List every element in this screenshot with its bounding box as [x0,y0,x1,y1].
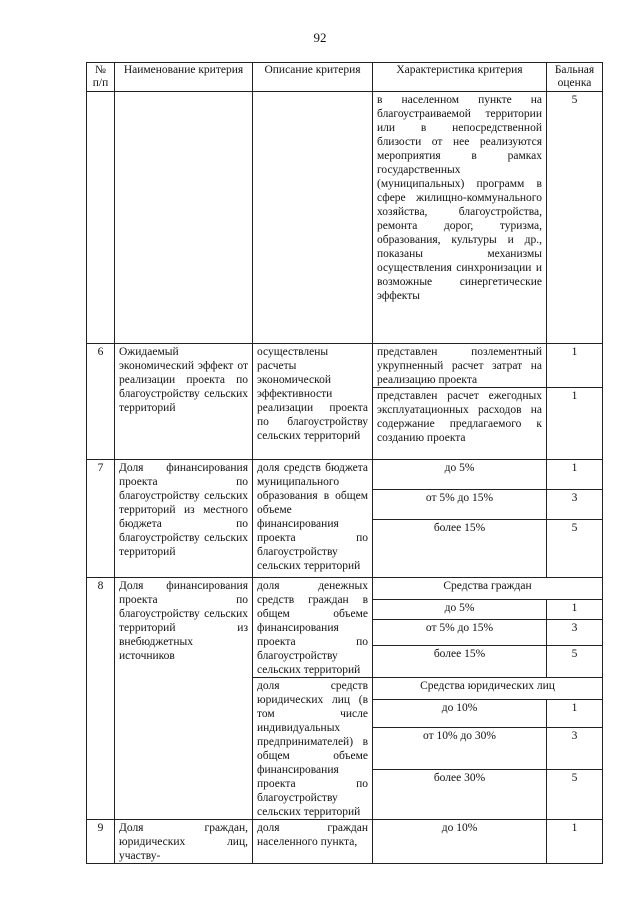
criterion-description: доля средств юридических лиц (в том числе индивидуальных предпринимателей) в общем объеме финансирования проекта по благоустройству сельских территорий [253,678,373,820]
score-cell: 1 [547,700,603,728]
score-cell: 5 [547,520,603,578]
score-cell: 1 [547,460,603,490]
characteristic-cell: представлен расчет ежегодных эксплуатационных расходов на содержание предлагаемого к созданию проекта [373,388,547,460]
page-number: 92 [313,30,327,45]
header-characteristic: Характеристика критерия [373,63,547,92]
score-cell: 1 [547,600,603,620]
score-cell: 5 [547,770,603,820]
criterion-description: доля денежных средств граждан в общем объеме финансирования проекта по благоустройству сельских территорий [253,578,373,678]
cell-empty [253,92,373,344]
score-cell: 1 [547,388,603,460]
characteristic-cell: до 5% [373,600,547,620]
header-score: Бальная оценка [547,63,603,92]
row-number: 9 [87,820,115,864]
row-number: 7 [87,460,115,578]
cell-empty [115,92,253,344]
score-cell: 1 [547,344,603,388]
criterion-name: Ожидаемый экономический эффект от реализации проекта по благоустройству сельских территорий [115,344,253,460]
table-row-8 [87,578,603,600]
header-name: Наименование критерия [115,63,253,92]
criterion-name: Доля финансирования проекта по благоустройству сельских территорий из местного бюджета по благоустройству сельских территорий [115,460,253,578]
score-cell: 5 [547,646,603,678]
score-cell: 5 [547,92,603,344]
header-num: № п/п [87,63,115,92]
table-row-6 [87,344,603,388]
score-cell: 3 [547,490,603,520]
score-cell: 1 [547,820,603,864]
characteristic-cell: от 10% до 30% [373,728,547,770]
table-row-9 [87,820,603,864]
criterion-description: осуществлены расчеты экономической эффективности реализации проекта по благоустройству сельских территорий [253,344,373,460]
row-number: 8 [87,578,115,820]
table-header-row [87,63,603,92]
characteristic-cell: более 15% [373,520,547,578]
characteristic-cell: до 10% [373,700,547,728]
table-row-continuation [87,92,603,344]
table-row-7 [87,460,603,490]
characteristic-cell: до 5% [373,460,547,490]
cell-empty [87,92,115,344]
characteristic-cell: более 15% [373,646,547,678]
criterion-name: Доля финансирования проекта по благоустройству сельских территорий из внебюджетных источников [115,578,253,820]
characteristic-cell: в населенном пункте на благоустраиваемой территории или в непосредственной близости от нее реализуются мероприятия в рамках государственных (муниципальных) программ в сфере жилищно-коммунального хозяйства, благоустройства, ремонта дорог, туризма, образования, культуры и др., показаны механизмы осуществления синхронизации и возможные синергетические эффекты [373,92,547,344]
characteristic-cell: от 5% до 15% [373,620,547,646]
score-cell: 3 [547,620,603,646]
criterion-description: доля средств бюджета муниципального образования в общем объеме финансирования проекта по благоустройству сельских территорий [253,460,373,578]
characteristic-cell: более 30% [373,770,547,820]
row-number: 6 [87,344,115,460]
characteristic-cell: до 10% [373,820,547,864]
header-description: Описание критерия [253,63,373,92]
characteristic-cell: от 5% до 15% [373,490,547,520]
score-cell: 3 [547,728,603,770]
criterion-description: доля граждан населенного пункта, [253,820,373,864]
subsection-heading: Средства граждан [373,578,603,600]
characteristic-cell: представлен позлементный укрупненный расчет затрат на реализацию проекта [373,344,547,388]
criterion-name: Доля граждан, юридических лиц, участву- [115,820,253,864]
subsection-heading: Средства юридических лиц [373,678,603,700]
criteria-table [86,62,603,864]
